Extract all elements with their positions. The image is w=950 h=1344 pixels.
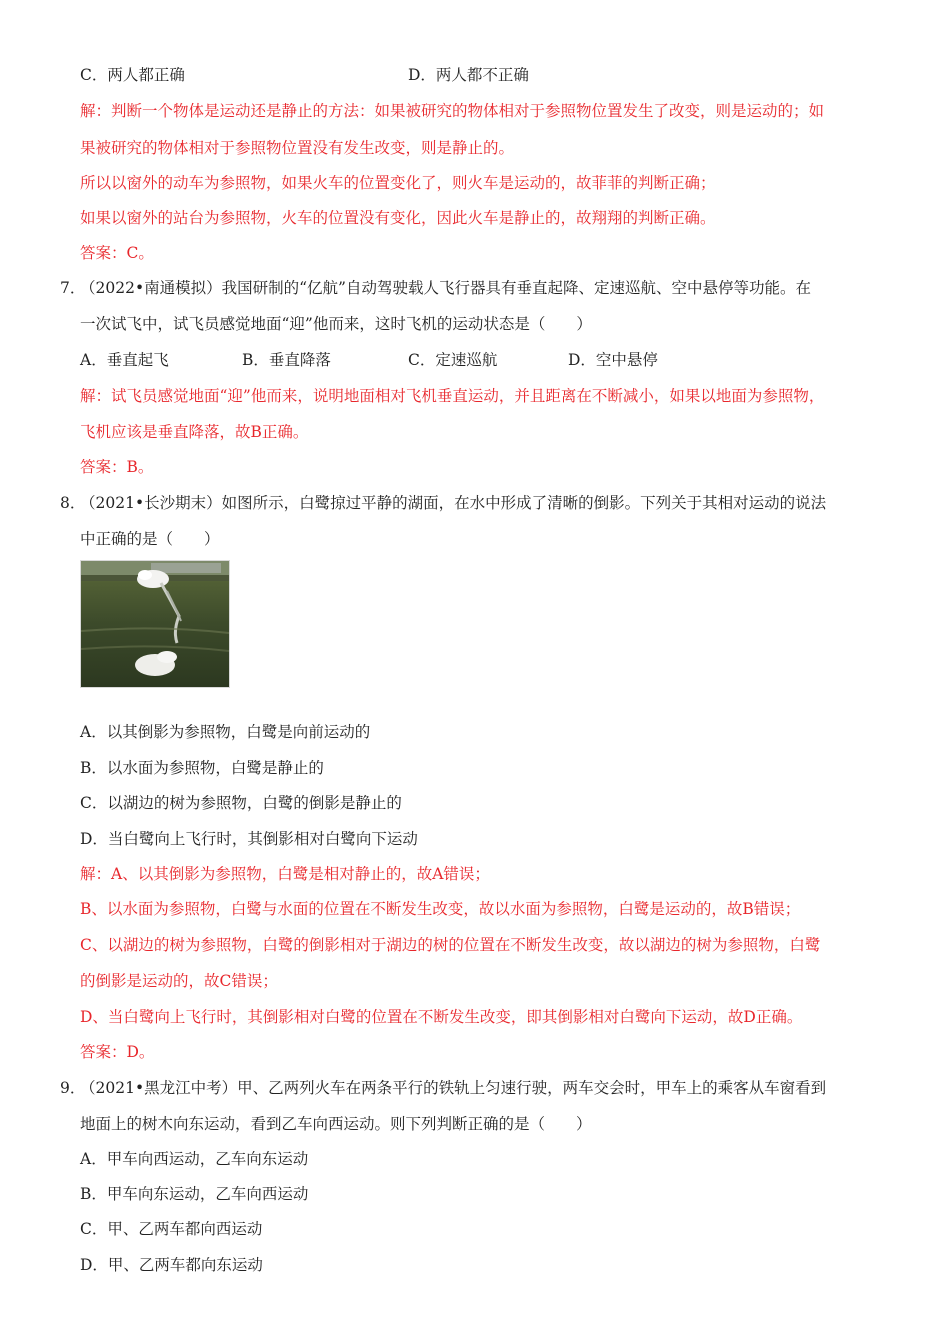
q8-solution-line: 的倒影是运动的，故C错误； xyxy=(80,972,278,990)
egret-photo-illustration xyxy=(81,561,229,687)
q7-solution-line: 飞机应该是垂直降落，故B正确。 xyxy=(80,423,309,441)
q8-option-d: D．当白鹭向上飞行时，其倒影相对白鹭向下运动 xyxy=(80,830,418,848)
q6-answer: 答案：C。 xyxy=(80,244,154,262)
q8-solution-line: D、当白鹭向上飞行时，其倒影相对白鹭的位置在不断发生改变，即其倒影相对白鹭向下运动，故D正确。 xyxy=(80,1008,803,1026)
q8-solution-line: B、以水面为参照物，白鹭与水面的位置在不断发生改变，故以水面为参照物，白鹭是运动的，故B错误； xyxy=(80,900,801,918)
q8-number: 8． xyxy=(60,494,86,512)
q8-solution-line: C、以湖边的树为参照物，白鹭的倒影相对于湖边的树的位置在不断发生改变，故以湖边的树为参照物，白鹭 xyxy=(80,936,821,954)
q7-solution-line: 解：试飞员感觉地面“迎”他而来，说明地面相对飞机垂直运动，并且距离在不断减小，如果以地面为参照物， xyxy=(80,387,825,405)
q8-option-b: B．以水面为参照物，白鹭是静止的 xyxy=(80,759,324,777)
q8-stem-line: 中正确的是（ ） xyxy=(80,530,220,548)
q6-option-d: D．两人都不正确 xyxy=(408,66,529,84)
q6-solution-line: 解：判断一个物体是运动还是静止的方法：如果被研究的物体相对于参照物位置发生了改变，则是运动的；如 xyxy=(80,102,825,120)
q7-number: 7． xyxy=(60,279,86,297)
q7-stem-line: 一次试飞中，试飞员感觉地面“迎”他而来，这时飞机的运动状态是（ ） xyxy=(80,315,592,333)
q8-stem-line: （2021•长沙期末）如图所示，白鹭掠过平静的湖面，在水中形成了清晰的倒影。下列关于其相对运动的说法 xyxy=(80,494,827,512)
q9-option-a: A．甲车向西运动，乙车向东运动 xyxy=(80,1150,309,1168)
egret-reflection-photo xyxy=(80,560,230,688)
q7-stem-line: （2022•南通模拟）我国研制的“亿航”自动驾驶载人飞行器具有垂直起降、定速巡航、空中悬停等功能。在 xyxy=(80,279,811,297)
q6-solution-line: 所以以窗外的动车为参照物，如果火车的位置变化了，则火车是运动的，故菲菲的判断正确； xyxy=(80,174,716,192)
q9-option-b: B．甲车向东运动，乙车向西运动 xyxy=(80,1185,309,1203)
q7-option-d: D．空中悬停 xyxy=(568,351,658,369)
q9-number: 9． xyxy=(60,1079,86,1097)
q9-stem-line: 地面上的树木向东运动，看到乙车向西运动。则下列判断正确的是（ ） xyxy=(80,1115,592,1133)
q6-solution-line: 果被研究的物体相对于参照物位置没有发生改变，则是静止的。 xyxy=(80,139,515,157)
q8-answer: 答案：D。 xyxy=(80,1043,155,1061)
q8-solution-line: 解：A、以其倒影为参照物，白鹭是相对静止的，故A错误； xyxy=(80,865,490,883)
q8-option-c: C．以湖边的树为参照物，白鹭的倒影是静止的 xyxy=(80,794,402,812)
q7-option-a: A．垂直起飞 xyxy=(80,351,169,369)
q8-option-a: A．以其倒影为参照物，白鹭是向前运动的 xyxy=(80,723,371,741)
q6-option-c: C．两人都正确 xyxy=(80,66,185,84)
q9-stem-line: （2021•黑龙江中考）甲、乙两列火车在两条平行的铁轨上匀速行驶，两车交会时，甲车上的乘客从车窗看到 xyxy=(80,1079,827,1097)
q9-option-c: C．甲、乙两车都向西运动 xyxy=(80,1220,263,1238)
q9-option-d: D．甲、乙两车都向东运动 xyxy=(80,1256,263,1274)
q7-option-b: B．垂直降落 xyxy=(242,351,331,369)
q6-solution-line: 如果以窗外的站台为参照物，火车的位置没有变化，因此火车是静止的，故翔翔的判断正确。 xyxy=(80,209,716,227)
q7-answer: 答案：B。 xyxy=(80,458,154,476)
q7-option-c: C．定速巡航 xyxy=(408,351,498,369)
